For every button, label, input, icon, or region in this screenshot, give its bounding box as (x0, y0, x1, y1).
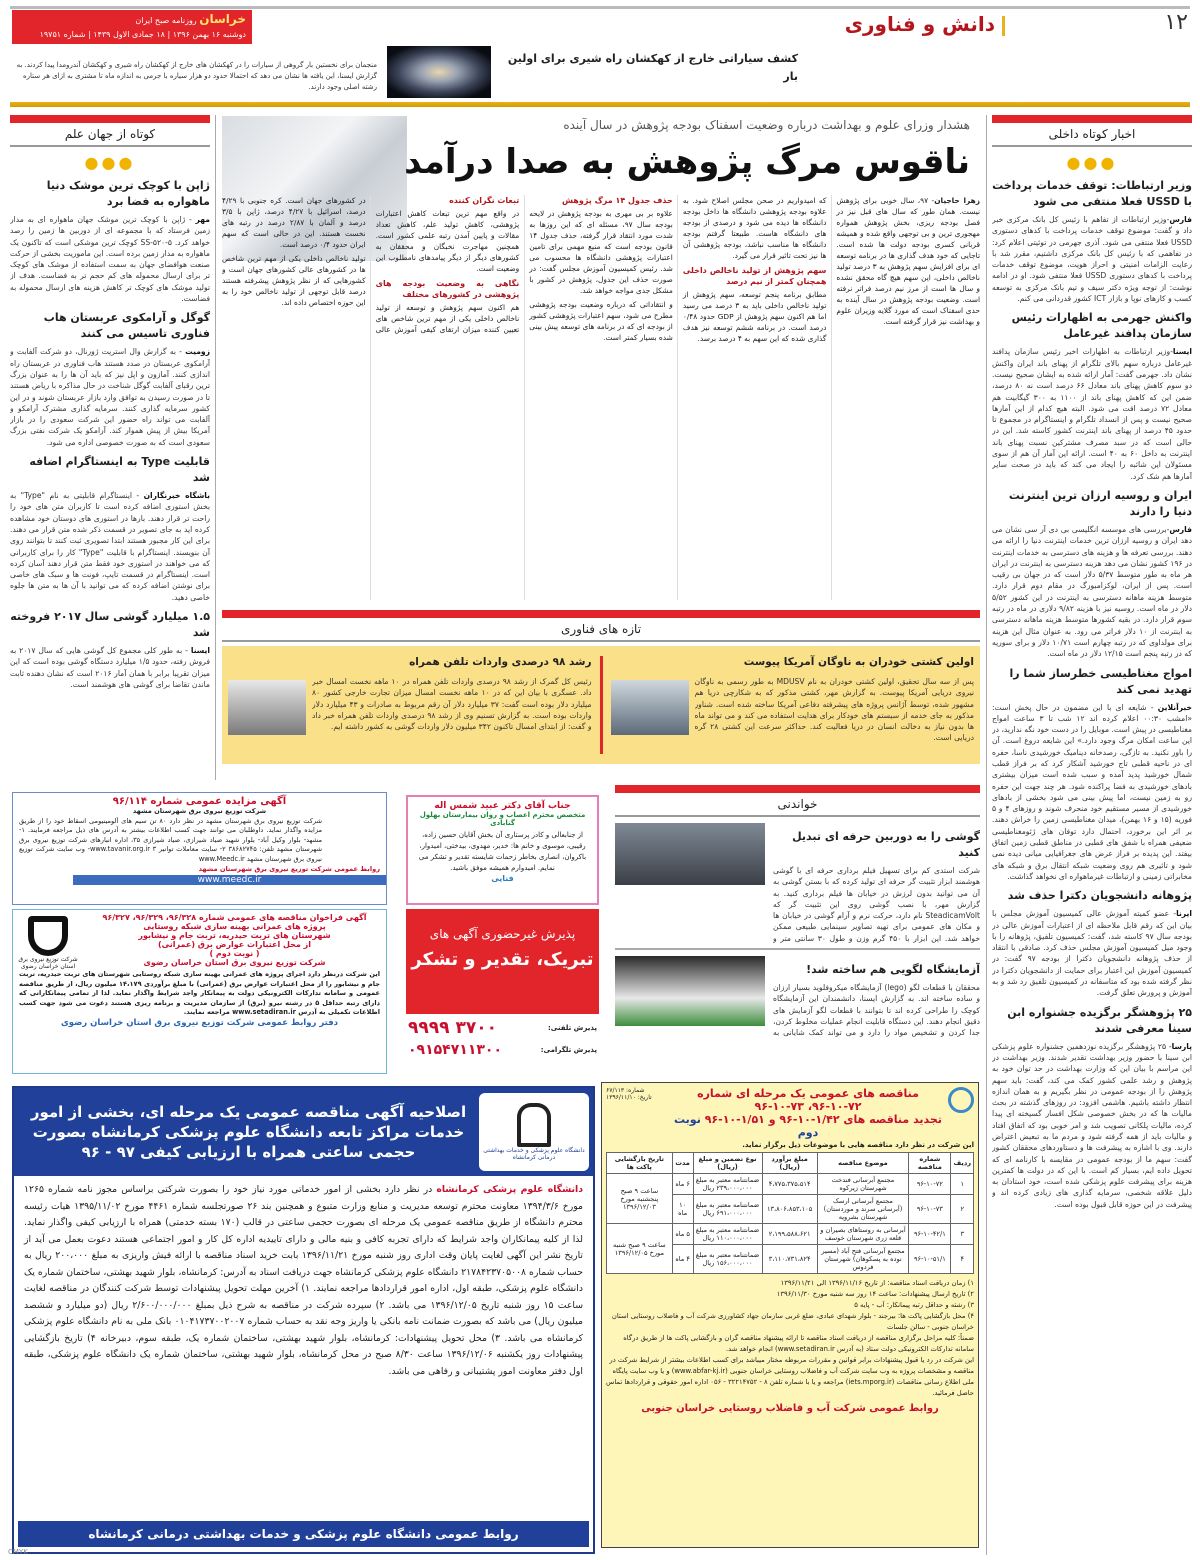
telegram-number[interactable]: ۰۹۱۵۴۷۱۱۳۰۰ (408, 1042, 502, 1058)
ad-body: شرکت توزیع نیروی برق شهرستان مشهد در نظر دارد ۸۰ تن سیم های آلومینیومی اسقاط خود را از طریق مزایده واگذار نماید. داوطلبان می توانند جهت کسب اطلاعات بیشتر به آدرس های ذیل مراجعه فرمایند. ۱- مشهد- بلوار وکیل آباد- بلوار شهید صیاد شیرازی، صیاد شیرازی ۳۵، اداره انبارهای شرکت توزیع نیروی برق شهرستان مشهد تلفن: ۳۸۶۸۲۷۴۵ ۲- سایت معاملات توانیر www.tavanir.org.ir ۳- وب سایت شرکت توزیع نیروی برق شهرستان مشهد www.Meedc.ir (19, 816, 323, 863)
news-headline: ایران و روسیه ارزان ترین اینترنت دنیا را دارند (1008, 488, 1192, 518)
reading-item[interactable] (615, 956, 980, 1038)
tender-number: شماره: ۶۷/۱۱۳ (606, 1087, 645, 1094)
table-cell: ۱ (951, 1174, 974, 1195)
article-subheading: نگاهی به وضعیت بودجه های پژوهشی در کشورهای مختلف (375, 279, 520, 299)
divider (600, 656, 603, 754)
teaser-headline[interactable]: کشف سیاراتی خارج از کهکشان راه شیری برای اولین بار (507, 52, 798, 83)
kermanshah-university-ad[interactable] (12, 1086, 595, 1554)
ad-company: شرکت توزیع نیروی برق شهرستان مشهد (132, 807, 267, 815)
tech-news-headline: رشد ۹۸ درصدی واردات تلفن همراه (409, 656, 592, 668)
section-redbar (615, 785, 980, 793)
table-row (607, 1174, 974, 1195)
tender-intro: این شرکت در نظر دارد مناقصه هایی با موضوعات ذیل برگزار نماید. (742, 1141, 974, 1149)
news-item[interactable] (992, 1005, 1192, 1210)
water-tender-ad[interactable] (601, 1082, 979, 1548)
tender-renewal: تجدید مناقصه های ۱/۴۲-۱۰-۹۶ و ۱/۵۱-۱۰-۹۶ (704, 1113, 942, 1126)
table-cell: ۶ ماه (672, 1174, 693, 1195)
news-headline: ۱.۵ میلیارد گوشی سال ۲۰۱۷ فروخته شد (10, 610, 210, 640)
teaser-text: منجمان برای نخستین بار گروهی از سیارات را در کهکشان های خارج از کهکشان راه شیری و کهکشان آندرومدا پیدا کردند. به گزارش ایسنا، این یافته ها نشان می دهد که احتمالا حدود دو هزار سیاره با جرمی به اندازه ماه تا مشتری به ازای هر ستاره رشته اصلی وجود دارند. (16, 61, 377, 91)
opening-date: ساعت ۹ صبح پنجشنبه مورخ ۱۳۹۶/۱۲/۰۳ (607, 1174, 673, 1224)
tender-table (606, 1152, 974, 1274)
reading-section (615, 785, 980, 1075)
ad-body-text: در نظر دارد بخشی از امور خدماتی مورد نیاز خود را بصورت شرکتی براساس مجوز نامه شماره ۱۲۶۵ مورخ ۱۳۹۴/۳/۶ معاونت محترم توسعه مدیریت و منابع وزارت متبوع و همچنین بند ۲۶ صورتجلسه شماره ۴۴۶۱ مورخ ۱۳۹۵/۱۱/۰۲ هیات رئیسه محترم دانشگاه از طریق مناقصه عمومی یک مرحله ای بصورت حجمی ساعتی در قالب (۱۷۰ بسته خدمتی) همراه با ارزیابی کیفی واگذار نماید. لذا از کلیه پیمانکاران واجد شرایط که دارای تجربه کافی و بنیه مالی و دارای تاییدیه اداره کل کار و امور اجتماعی هستند دعوت بعمل می آید از تاریخ نشر این آگهی لغایت پایان وقت اداری روز شنبه مورخ ۱۳۹۶/۱۱/۲۱ بابت خرید اسناد مناقصه با ارائه فیش واریزی به مبلغ ۲۰۰،۰۰۰ ریال به حساب شماره ۲۱۷۸۴۲۳۷۰۵۰۰۸ دانشگاه علوم پزشکی کرمانشاه جهت دریافت اسناد به آدرس: کرمانشاه، بلوار شهید بهشتی، ساختمان شماره یک دانشگاه علوم پزشکی، طبقه اول، اداره امور قراردادها مراجعه نمایند. ۱) آخرین مهلت تحویل پیشنهادات توسط شرکت کنندگان در مناقصه لغایت ساعت ۱۵ روز شنبه تاریخ ۱۳۹۶/۱۲/۰۵ می باشد. ۲) سپرده شرکت در مناقصه به شرح ذیل بمبلغ ۲/۶۰۰/۰۰۰/۰۰۰ ریال (دو میلیارد و ششصد میلیون ریال) می باشد که بصورت ضمانت نامه بانکی یا واریز وجه نقد به حساب شماره ۰۱۰۴۱۷۳۷۰۰۲۰۰۷ بانک ملی به نام دانشگاه علوم پزشکی کرمانشاه می باشد. ۳) محل تحویل پیشنهادات: کرمانشاه، بلوار شهید بهشتی، ساختمان شماره یک، طبقه سوم، دبیرخانه ۴) تاریخ بازگشایی پیشنهادات روز یکشنبه ۱۳۹۶/۱۲/۰۶ ساعت ۸/۳۰ صبح در محل کرمانشاه، بلوار شهید بهشتی، ساختمان شماره یک دانشگاه علوم پزشکی، طبقه اول دفتر معاونت امور پشتیبانی و رفاهی می باشد. (24, 1184, 584, 1377)
power-company-logo (13, 910, 83, 970)
phones-photo (228, 680, 306, 735)
section-title: خواندنی (615, 793, 980, 817)
article-text: - ۹۷، سال خوبی برای پژوهش نیست. همان طور که سال های قبل نیز در فصل بودجه ریزی، بخش پژوهش همواره مهجوری ترین و بی توجهی واقع شده و همیشه قربانی کسری بودجه دولت ها شده است. تاجایی که خود هدف گذاری ها در برنامه توسعه ای برای افزایش سهم پژوهش به ۳ درصد تولید ناخالص داخلی، این سهم هیچ گاه محقق نشده و سال ها است از مرز نیم درصد فراتر نرفته است. وضعیت بودجه پژوهش در سال آینده به حدی اسفناک است که مورد گلایه وزیران علوم و بهداشت نیز قرار گرفته است. (836, 196, 980, 326)
ad-body: این شرکت درنظر دارد اجرای پروژه های عمرانی بهینه سازی شبکه روستایی شهرستان های تربت حیدریه، تربت جام و نیشابور را از محل اعتبارات عوارض برق (عمرانی) با مبلغ برآوردی ۱۴،۱۷۹ میلیون ریال، از طریق مناقصه عمومی و سامانه تدارکات الکترونیکی دولت به پیمانکار واجد شرایط واگذار نماید. لذا از تمامی پیمانکارانی که دارای رتبه حداقل ۵ در رشته نیرو (برق) از سازمان مدیریت و برنامه ریزی هستند دعوت می شود جهت کسب اطلاعات تکمیلی به آدرس www.setadiran.ir مراجعه نمایند. (19, 970, 380, 1016)
ad-line: از محل اعتبارات عوارض برق (عمرانی) (158, 940, 311, 949)
news-headline: قابلیت Type به اینستاگرام اضافه شد (29, 455, 210, 485)
ad-signature: فنایی (491, 874, 514, 883)
ad-title: آگهی فراخوان مناقصه های عمومی شماره ۹۶/۳۲۸، ۹۶/۳۲۹، ۹۶/۳۲۷ (102, 913, 367, 922)
news-item[interactable] (10, 454, 210, 603)
tender-condition: ضمناً: کلیه مراحل برگزاری مناقصه از دریافت اسناد مناقصه تا ارائه پیشنهاد مناقصه گران و بازگشایی پاکت ها از طریق درگاه سامانه تدارکات الکترونیکی دولت ستاد (به آدرس www.setadiran.ir) انجام خواهد شد. (623, 1334, 974, 1353)
news-source: ایرنا (1176, 909, 1192, 919)
article-subheading: حذف جدول ۱۴ مرگ پژوهش (561, 196, 673, 205)
news-item[interactable] (992, 488, 1192, 660)
news-headline: گوگل و آرامکوی عربستان هاب فناوری تاسیس می کنند (43, 311, 210, 341)
opening-date: ساعت ۹ صبح شنبه مورخ ۱۳۹۶/۱۲/۰۵ (607, 1224, 673, 1274)
header-rule (10, 6, 1190, 9)
tender-condition: ۴) محل بازگشایی پاکت ها: بیرجند - بلوار شهدای عبادی، ضلع غربی سازمان جهاد کشاورزی شرکت آب و فاضلاب روستایی استان خراسان جنوبی - سالن جلسات (611, 1312, 974, 1331)
news-text: -وزیر ارتباطات به اظهارات اخیر رئیس سازمان پدافند غیرعامل درباره سهم بالای تلگرام از پهنای باند ایران واکنش نشان داد. جهرمی گفت: آمار ارائه شده به ایشان صحیح نیست. دو سوم کاهش پهنای باند معادل ۶۶ درصد است نه ۸۰ درصد، ضمن این که کاهش پهنای باند از ۱۱۰۰ به ۳۰۰ گیگابیت هم معادل ۷۲ درصد افت می شود. البته هیچ کدام از این آمارها صحیح نیست و پس از انسداد تلگرام و اینستاگرام در مجموع تا حدود ۴۵ درصد از پهنای باند اینترنت کشور کاسته شد. این در حالی است که در سبد مصرف مشترکین نسبت پهنای باند اینترنت به داخل ۶۰ به ۴۰ است. ارائه این آمار آن هم از سوی مسئولان این شائبه را ایجاد می کند که باید در صحت سایر آمارها هم شک کرد. (992, 347, 1192, 481)
ad-lead: دانشگاه علوم پزشکی کرمانشاه (436, 1184, 584, 1195)
phone-number[interactable]: ۳۷۰۰ ۹۹۹۹ (408, 1018, 497, 1038)
news-source: فارس (1169, 215, 1192, 224)
phone-label: پذیرش تلفنی: (547, 1024, 597, 1032)
logo-caption: دانشگاه علوم پزشکی و خدمات بهداشتی درمانی کرمانشاه (483, 1147, 585, 1161)
article-subheading: تبعات نگران کننده (449, 196, 520, 205)
column-divider (986, 115, 987, 1555)
news-body (10, 214, 210, 304)
section-redbar (222, 610, 980, 618)
news-body (992, 702, 1192, 883)
dots-icon: ●●● (84, 153, 136, 172)
tender-condition: ۲) تاریخ ارسال پیشنهادات: ساعت ۱۴ روز سه شنبه مورخ ۱۳۹۶/۱۱/۳۰ (776, 1290, 974, 1298)
article-paragraph (836, 195, 980, 327)
table-header: شماره مناقصه (909, 1153, 951, 1174)
telegram-label: پذیرش تلگرامی: (540, 1046, 597, 1054)
news-body (992, 524, 1192, 660)
table-cell: مجتمع آبرسانی فتح آباد (مسیر نوده به پسکوهان) شهرستان فردوس (817, 1245, 909, 1274)
table-cell: آبرسانی به روستاهای بصیران و قلعه زری شهرستان خوسف (817, 1224, 909, 1245)
tender-condition: این شرکت در رد یا قبول پیشنهادات برابر قوانین و مقررات مربوطه مختار میباشد برای کسب اطلاعات بیشتر از شرایط شرکت در مناقصه و مشخصات پروژه به وب سایت شرکت آب و فاضلاب روستایی خراسان جنوبی (www.abfar-kj.ir) و یا وب سایت پایگاه ملی اطلاع رسانی مناقصات (iets.mporg.ir) مراجعه و یا با شماره تلفن ۸ - ۳۲۲۱۴۷۵۲ - ۰۵۶ اداره امور حقوقی و قراردادها تماس حاصل فرمائید. (606, 1356, 974, 1397)
news-item[interactable] (10, 310, 210, 448)
ad-line: پذیرش غیرحضوری آگهی های (429, 927, 576, 941)
ad-line: ( نوبت دوم ) (209, 949, 260, 958)
news-source: پارسا (1171, 1041, 1192, 1051)
table-header: مدت (672, 1153, 693, 1174)
news-headline: وزیر ارتباطات: توقف خدمات پرداخت با USSD فعلا منتفی می شود (992, 179, 1192, 208)
reading-body: شرکت استدی کم برای تسهیل فیلم برداری حرفه ای با گوشی هوشمند ابزار تثبیت گر حرفه ای تولید کرده که با بستن گوشی به آن می توانید بدون لرزش در خیابان ها فیلم برداری کنید. به گزارش مهر، با نصب گوشی روی این تثبیت گر که SteadicamVolt نام دارد، حرکت نرم و آرام گوشی در خیابان ها و مکان های عمومی برای تهیه تصاویر سینمایی طبیعی ممکن خواهد شد. این ابزار با ۴۵۰ گرم وزن و طول ۳۰ سانتی متر و (773, 866, 980, 943)
article-kicker: هشدار وزرای علوم و بهداشت درباره وضعیت اسفناک بودجه پژوهش در سال آینده (563, 118, 970, 132)
ad-line: شرکت توزیع نیروی برق استان خراسان رضوی (143, 958, 326, 967)
tender-subtitle (672, 1113, 944, 1139)
ad-title: جناب آقای دکتر عبید شمس اله (434, 801, 571, 811)
world-science-column (10, 115, 210, 780)
table-cell: ۴،۷۷۵،۳۷۵،۵۱۴ (762, 1174, 817, 1195)
reading-headline: آزمایشگاه لگویی هم ساخته شد! (806, 963, 980, 976)
ad-title: آگهی مزایده عمومی شماره ۹۶/۱۱۴ (112, 796, 287, 807)
column-redbar (10, 115, 210, 123)
news-text: - ۲۵ پژوهشگر برگزیده نوزدهمین جشنواره علوم پزشکی ابن سینا با حضور وزیر بهداشت تقدیر شدند. وزیر بهداشت در این مراسم با بیان این که وزارت بهداشت در حد توان خود به پژوهش و رشد علمی کشور کمک می کند، گفت: باید سهم پژوهش را از بودجه عمومی در نظر بگیریم و به همان اندازه انتظار داشته باشیم. هاشمی افزود: در روزهای گذشته در بحث مالیات ها که در بخش خصوصی شکل افسار گسیخته ای پیدا کرده، مالیات پلکانی تصویب شد و امر خوبی بود که اتفاق افتاد و مالیات باید از همه گرفته شود و مردم ما به تبعیض اعتراض دارند. وی با اشاره به پیشرفت ها و دستاوردهای محققان کشور گفت: سهم ما از بودجه عمومی در مقایسه با کارنامه ای که تحویل داده ایم، بسیار کم است. با این که در دولت ها کمترین هزینه برای پیشرفت علوم پزشکی شده است، خود استادان به دلیل علاقه شخصی، سرمایه گذاری های زیادی کرده اند و پیشرفت در این حوزه قابل قبول بوده است. (992, 1041, 1192, 1209)
reading-item[interactable] (615, 823, 980, 944)
article-byline: زهرا حاجیان (934, 196, 980, 205)
news-item[interactable] (992, 666, 1192, 883)
news-body (10, 490, 210, 603)
news-source: ایسنا (190, 646, 210, 656)
news-source: مهر (195, 215, 210, 224)
table-cell: ۹۶-۱۰-۷۳ (909, 1195, 951, 1224)
table-cell: ۵ ماه (672, 1224, 693, 1245)
auction-ad[interactable] (12, 792, 387, 905)
table-cell: ۴ (951, 1245, 974, 1274)
table-cell: ۹۶-۱۰-۷۲ (909, 1174, 951, 1195)
news-item[interactable] (992, 888, 1192, 998)
newspaper-logo (12, 10, 252, 44)
table-cell: ۱۳،۸۰۶،۸۵۳،۱۰۵ (762, 1195, 817, 1224)
ad-line: تبریک، تقدیر و تشکر (411, 949, 594, 970)
table-header: موضوع مناقصه (817, 1153, 909, 1174)
table-cell: ۲،۱۹۹،۵۸۸،۶۲۱ (762, 1224, 817, 1245)
article-subheading: سهم پژوهش از تولید ناخالص داخلی همچنان کمتر از نیم درصد (682, 266, 827, 286)
ad-url[interactable]: www.meedc.ir (73, 875, 386, 885)
logo-caption: شرکت توزیع نیروی برق استان خراسان رضوی (18, 956, 78, 970)
ad-subtitle: متخصص محترم اعصاب و روان بیمارستان بهلول گنابادی (419, 811, 586, 827)
table-cell: ۳ (951, 1224, 974, 1245)
table-cell: ۱۰ ماه (672, 1195, 693, 1224)
tech-news-box (222, 610, 980, 770)
tender-date: تاریخ: ۱۳۹۶/۱۱/۱۰ (606, 1094, 652, 1101)
news-item[interactable] (992, 310, 1192, 482)
tech-news-body: پس از سه سال تحقیق، اولین کشتی خودران به نام MDUSV به طور رسمی به ناوگان نیروی دریایی آمریکا پیوست. به گزارش مهر، کشتی مذکور که به شکارچی دریا هم مشهور شده، توسط آژانس پروژه های پیشرفته دفاعی آمریکا ساخته شده است. شناور مذکور به جای خدمه از سیستم های خودکار برای هدایت استفاده می کند و می تواند ماه ها بدون نیاز به دخالت انسان در دریا فعالیت کند. حداکثر سرعت این کشتی ۲۸ گره دریایی است. (694, 677, 974, 743)
table-cell: ضمانتنامه معتبر به مبلغ ۶۹۱،۰۰۰،۰۰۰ ریال (693, 1195, 762, 1224)
news-item[interactable] (10, 178, 210, 304)
article-paragraph: علاوه بر بی مهری به بودجه پژوهش در لایحه بودجه سال ۹۷، مسئله ای که این روزها به شدت مورد انتقاد قرار گرفته، حذف جدول ۱۴ قانون بودجه است که منبع مهمی برای تامین اعتبارات پژوهشی دانشگاه ها محسوب می شد. رئیس کمیسیون آموزش مجلس گفت: در صورت حذف این جدول، پژوهش در کشور با مشکل جدی مواجه خواهد شد. (529, 209, 673, 295)
university-logo (479, 1093, 589, 1171)
column-title: کوتاه از جهان علم (10, 123, 210, 147)
news-headline: امواج مغناطیسی خطرساز شما را تهدید نمی کند (1009, 666, 1192, 696)
reading-body: محققان با قطعات لگو (lego) آزمایشگاه میکروفلوید بسیار ارزان و ساده ساخته اند. به گزارش ایسنا، دانشمندان این آزمایشگاه کوچک را طراحی کرده اند تا بتوانند با قطعات لگو آزمایش های دقیق انجام دهند. این دستگاه قابلیت انجام عملیات مخلوط کردن، جدا کردن و تشخیص مواد را دارد و می تواند کمک شایانی به (773, 983, 980, 1038)
news-body (992, 346, 1192, 482)
autonomous-ship-photo (611, 680, 689, 735)
tender-condition: ۳) رشته و حداقل رتبه پیمانکار: آب - پایه ۵ (854, 1301, 974, 1309)
ad-line: پروژه های عمرانی بهینه سازی شبکه روستایی (143, 922, 326, 931)
ad-title: اصلاحیه آگهی مناقصه عمومی یک مرحله ای، بخشی از امور خدمات مراکز تابعه دانشگاه علوم پزشکی کرمانشاه بصورت حجمی ساعتی همراه با ارزیابی کیفی ۹۷ - ۹۶ (30, 1103, 467, 1161)
table-cell: ۳،۱۱۰،۷۳۱،۸۲۴ (762, 1245, 817, 1274)
red-contact-ad[interactable] (406, 909, 599, 1074)
table-cell: ضمانتنامه معتبر به مبلغ ۱۱۰،۰۰۰،۰۰۰ ریال (693, 1224, 762, 1245)
table-header: تاریخ بازگشایی پاکت ها (607, 1153, 673, 1174)
news-text: - شایعه ای با این مضمون در حال پخش است: «امشب ۰۰:۳۰ اعلام کرده اند ۱۲ شب تا ۳ ساعت امواج مغناطیسی در پیش است. موبایل را در دست خود نگه ندارید، در این ساعت امکان مرگ وجود دارد.» این شایعه دروغ است. آن را باور نکنید. به تازگی، رصدخانه دینامیک خورشیدی ناسا، حفره ای در ناحیه قطبی تاج خورشید آشکار کرد که بر فراز قطب شمال خورشید پدید آمده و سبب شده است میزان بیشتری بادهای خورشیدی به فضا پراکنده شود. هر چند جهت این حفره رو به زمین نیست، اما پیش بینی می شود بخشی از بادهای خورشیدی از مسیر مستقیم خود منحرف شوند و روزهای ۴ و ۵ فوریه (۱۵ و ۱۶ بهمن)، میدان مغناطیسی زمین را خراش دهند. بر اثر این برخورد، احتمال دارد توفان های ژئومغناطیسی ضعیفی همراه با شفق های قطبی در مناطق قطبی زمین اتفاق بیفتد. این پدیده بر فراز عرض های جغرافیایی میانی دیده نمی شود و تاثیری هم روی وضعیت شبکه انتقال برق و شبکه های مخابراتی زمینی و ارتباطات غیرماهواره ای نخواهد گذاشت. (992, 702, 1192, 881)
article-paragraph: هم اکنون سهم پژوهش و توسعه از تولید ناخالص داخلی یکی از مهم ترین شاخص های تعیین کننده میزان ارتقای کیفی آموزش عالی در کشورهای جهان است. کره جنوبی با ۴/۲۹ درصد، اسرائیل با ۴/۲۷ درصد، ژاپن با ۳/۵ درصد و آلمان با ۲/۸۷ درصد در رتبه های نخست هستند. این در حالی است که سهم ایران حدود ۰/۴ درصد است. (222, 196, 520, 334)
logo-brand: خراسان (199, 12, 246, 26)
table-cell: ۴ ماه (672, 1245, 693, 1274)
article-paragraph: مطابق برنامه پنجم توسعه، سهم پژوهش از تولید ناخالص داخلی باید به ۳ درصد می رسید اما هم اکنون سهم پژوهش از GDP حدود ۰/۴۸ درصد است. در برنامه ششم توسعه نیز هدف گذاری شده که این سهم به ۴ درصد برسد. (682, 290, 827, 343)
section-divider (1002, 16, 1005, 36)
news-body (992, 908, 1192, 998)
column-divider (215, 115, 216, 780)
table-row (607, 1224, 974, 1245)
article-paragraph: در واقع مهم ترین تبعات کاهش اعتبارات پژوهشی، کاهش تولید علم، کاهش تعداد مقالات و پایین آمدن رتبه علمی کشور است. همچنین مهاجرت نخبگان و محققان به کشورهای دیگر از دیگر پیامدهای نامطلوب این وضعیت است. (375, 209, 520, 273)
article-body (222, 195, 980, 600)
news-body (10, 645, 210, 690)
ad-body: از جنابعالی و کادر پرستاری آن بخش آقایان حسین زاده، رقیبی، موسوی و خانم ها: خدیر، مهدوی، بیدختی، امیدوار، باکروان، انصاری بخاطر زحمات شایسته تقدیر و تشکر می نمایم. امیدوارم همیشه موفق باشید. (418, 831, 587, 872)
column-redbar (992, 115, 1192, 123)
news-text: - به طور کلی مجموع کل گوشی هایی که سال ۲۰۱۷ به فروش رفته، حدود ۱/۵ میلیارد دستگاه گوشی بوده است که این میزان تقریبا برابر با همان آمار ۲۰۱۶ است که نشان دهنده ثابت ماندن تقاضا برای گوشی های هوشمند است. (10, 646, 210, 689)
tech-news-headline: اولین کشتی خودران به ناوگان آمریکا پیوست (743, 656, 974, 668)
news-text: - عضو کمیته آموزش عالی کمیسیون آموزش مجلس با بیان این که رقم قابل ملاحظه ای از اعتبارات آموزش عالی در بودجه سال ۹۷ کاسته شد، گفت: کمیسیون تلفیق، پژوهانه را با وجود میل کمیسیون آموزش مجلس حذف کرد. صادقی با انتقاد از حذف پژوهانه دانشجویان دکترا از بودجه ۹۷ گفت: در کمیسیون آموزش این اعتبار برای حمایت از دانشجویان دکترا در نظر گرفته شده بود که متاسفانه در کمیسیون تلفیق رد شد و به آموزش و پرورش تعلق گرفت. (992, 909, 1192, 998)
thanks-ad[interactable] (406, 795, 599, 905)
news-source: ایسنا (1172, 347, 1192, 357)
news-item[interactable] (10, 609, 210, 690)
logo-tagline: روزنامه صبح ایران (135, 16, 197, 25)
stabilizer-photo (615, 823, 765, 885)
reading-headline: گوشی را به دوربین حرفه ای تبدیل کنید (792, 830, 980, 859)
news-text: - ژاپن با کوچک ترین موشک جهان ماهواره ای به مدار زمین فرستاد که با مجموعه ای از دوربین ها زمین را رصد خواهد کرد. SS-۵۲۰-۵ کوچک ترین موشکی است که تاکنون یک ماهواره به مدار زمین برده است. این ماموریت بخشی از حرکت صنعت هوافضای جهان به سمت استفاده از موشک های کوچک تر برای ارسال محموله های کم حجم تر به فضاست. هدف از تولید موشک های کوچک تر کاهش هزینه های ارسال محموله به فضاست. (10, 215, 210, 304)
table-cell: ضمانتنامه معتبر به مبلغ ۲۳۹،۰۰۰،۰۰۰ ریال (693, 1174, 762, 1195)
article-headline[interactable]: ناقوس مرگ پژوهش به صدا درآمد (404, 142, 970, 182)
table-header: ردیف (951, 1153, 974, 1174)
tech-news-item[interactable] (611, 652, 975, 758)
ad-body (14, 1176, 593, 1521)
ad-line: شهرستان های تربت حیدریه، تربت جام و نیشابور (138, 931, 331, 940)
dateline: دوشنبه ۱۶ بهمن ۱۳۹۶ | ۱۸ جمادی الاول ۱۴۳۹ | شماره ۱۹۷۵۱ (39, 30, 246, 39)
print-mark: CMYK (8, 1548, 28, 1556)
domestic-news-column (992, 115, 1192, 1555)
news-headline: پژوهانه دانشجویان دکترا حذف شد (1007, 889, 1192, 903)
galaxy-image (387, 46, 491, 98)
table-cell: مجتمع آبرسانی ارسک (آبرسانی سرند و موردستان) شهرستان بشرویه (817, 1195, 909, 1224)
tender-logo-icon (948, 1087, 974, 1113)
news-text: - به گزارش وال استریت ژورنال، دو شرکت آلفابت و آرامکوی عربستان در صدد هستند هاب فناوری در عربستان راه اندازی کنند. آمازون و اپل نیز که باید آن ها را به عنوان بزرگ ترین رقبای آلفابت گوگل شناخت در حال مذاکره با ریاض هستند تا در صورت رسیدن به توافق وارد بازار عربستان شوند و در این کشور سرمایه گذاری کنند. سرمایه گذاری مشترک آرامکو و آلفابت می تواند راه حضور این شرکت سعودی را در بازار آمریکا بیش از پیش هموار کند. آرامکو یک شرکت نفتی بزرگ سعودی است که به صورت خصوصی اداره می شود. (10, 347, 210, 447)
tech-news-item[interactable] (228, 652, 592, 758)
ad-footer: دفتر روابط عمومی شرکت توزیع نیروی برق استان خراسان رضوی (60, 1018, 339, 1028)
ad-footer: روابط عمومی دانشگاه علوم پزشکی و خدمات بهداشتی درمانی کرمانشاه (18, 1521, 589, 1547)
section-title: تازه های فناوری (222, 618, 980, 642)
news-source: فارس (1169, 524, 1192, 534)
news-body (10, 346, 210, 448)
tender-title: مناقصه های عمومی یک مرحله ای شماره ۷۲-۱۰-۹۶، ۷۳-۱۰-۹۶ (697, 1087, 919, 1113)
table-header: نوع تضمین و مبلغ (ریال) (693, 1153, 762, 1174)
table-cell: ضمانتنامه معتبر به مبلغ ۱۵۶،۰۰۰،۰۰۰ ریال (693, 1245, 762, 1274)
table-cell: ۹۶-۱۰-۴۲/۱ (909, 1224, 951, 1245)
dots-icon: ●●● (1066, 153, 1118, 172)
article-paragraph: و انتقاداتی که درباره وضعیت بودجه پژوهشی مطرح می شود، سهم اعتبارات پژوهشی کشور از بودجه ای که در برنامه های توسعه پیش بینی شده بسیار کمتر است. (529, 300, 673, 342)
column-title: اخبار کوتاه داخلی (992, 123, 1192, 147)
lego-lab-photo (615, 956, 765, 1026)
article-paragraph: که امیدواریم در صحن مجلس اصلاح شود. به علاوه بودجه پژوهشی دانشگاه ها داخل بودجه دانشگاه ها دیده می شود و درصدی از بودجه های دانشگاه هاست. طبیعتا گرفتم بودجه دانشگاه ها مناسب نباشد، بودجه پژوهشی آن ها نیز تحت تاثیر قرار می گیرد. (682, 196, 827, 260)
news-source: باشگاه خبرنگاران (143, 491, 210, 501)
news-text: -بررسی های موسسه انگلیسی بی دی آر سی نشان می دهد ایران و روسیه ارزان ترین خدمات اینترنت دنیا را ارائه می دهند. بررسی تعرفه ها و هزینه های دسترسی به خدمات اینترنت در ۱۹۶ کشور نشان می دهد هزینه دسترسی به اینترنت در ایران هر ماه به طور متوسط ۵/۳۷ دلار است که در جهان بی رقیب است. پس از ایران، لوکزامبورگ در مقام دوم قرار دارد. متوسط هزینه ماهانه دسترسی به اینترنت در این کشور ۵/۵۲ دلار در ماه است. روسیه نیز با هزینه ۹/۸۲ دلاری در ماه در رتبه سوم قرار دارد. در بقیه کشورها متوسط هزینه ماهانه دسترسی به اینترنت از ۱۰ دلار فراتر می رود. به عنوان مثال این هزینه برای مولداوی که در رتبه چهارم است ۱۰/۷۱ دلار و برای سوریه که در رتبه پنجم است ۱۲/۱۵ دلار در ماه است. (992, 524, 1192, 659)
section-title: دانش و فناوری (844, 12, 995, 36)
tender-round: نوبت دوم (674, 1113, 819, 1139)
tender-condition: ۱) زمان دریافت اسناد مناقصه: از تاریخ ۱۳۹۶/۱۱/۱۶ الی ۱۳۹۶/۱۱/۲۱ (780, 1279, 974, 1287)
tech-news-body: رئیس کل گمرک از رشد ۹۸ درصدی واردات تلفن همراه در ۱۰ ماهه نخست امسال خبر داد. عسگری با بیان این که در ۱۰ ماهه نخست امسال میزان تجارت خارجی کشور ۸۰ میلیارد دلار بوده است گفت: ۳۷ میلیارد دلار آن رقم مربوط به صادرات و ۴۳ میلیارد دلار واردات بوده است. به گزارش تسنیم وی از رشد ۹۸ درصدی واردات تلفن همراه خبر داد و گفت: از ابتدای امسال تاکنون ۳۴۲ میلیون دلار واردات گوشی به کشور داشته ایم. (312, 677, 592, 732)
news-headline: ژاپن با کوچک ترین موشک دنیا ماهواره به فضا برد (46, 179, 210, 208)
table-cell: ۲ (951, 1195, 974, 1224)
news-headline: ۲۵ پژوهشگر برگزیده جشنواره ابن سینا معرفی شدند (1007, 1005, 1192, 1035)
table-header: مبلغ برآورد (ریال) (762, 1153, 817, 1174)
news-item[interactable] (992, 178, 1192, 304)
news-body (992, 214, 1192, 304)
table-cell: ۹۶-۱۰-۵۱/۱ (909, 1245, 951, 1274)
news-body (992, 1041, 1192, 1210)
news-source: خبرآنلاین (1157, 702, 1192, 712)
news-text: -وزیر ارتباطات از تفاهم با رئیس کل بانک مرکزی خبر داد و گفت: موضوع توقف خدمات پرداخت با کدهای دستوری USSD فعلا منتفی می شود. آذری جهرمی در توئیتی اعلام کرد: در تفاهمی که با رئیس کل بانک مرکزی داشتیم، مقرر شد با رعایت الزامات امنیتی و احراز هویت، موضوع توقف خدمات پرداخت با کدهای دستوری USSD فعلا منتفی شود. او در ادامه نوشت: از توجه ویژه دکتر سیف و تیم بانک مرکزی به توسعه کسب و کارهای نوپا و بازار ICT کشور قدردانی می کنم. (992, 215, 1192, 304)
ad-footer: روابط عمومی شرکت توزیع نیروی برق شهرستان مشهد (198, 864, 380, 873)
table-cell: مجتمع آبرسانی فندخت شهرستان زیرکوه (817, 1174, 909, 1195)
tender-footer: روابط عمومی شرکت آب و فاضلاب روستایی خراسان جنوبی (641, 1403, 939, 1414)
news-text: - اینستاگرام قابلیتی به نام "Type" به بخش استوری اضافه کرده است تا کاربران متن های خود را راحت تر قرار دهند. بارها در استوری های دوستان خود مشاهده کرده اید به جای تصویر در قسمت ذکر شده متن قرار می دهند. برای این کار مجبور هستند ابتدا تصویری ثبت کنند تا بتوانند روی آن بنویسند. اینستاگرام با قابلیت "Type" کار را برای کاربرانی که می خواهند در استوری خود فقط متن قرار دهند آسان کرده است. اینستاگرام در قسمت تایپ، فونت ها و سبک های خاصی برای نوشتن اضافه کرده که می توانید با آن ها به متن ها جلوه خاصی دهید. (10, 491, 210, 602)
news-source: زومیت (185, 347, 210, 357)
article-paragraph: تولید ناخالص داخلی یکی از مهم ترین شاخص ها در کشورهای عالی کشورهای جهان است و کشورهایی که از نظر پژوهش پیشرفته هستند درصد قابل توجهی از تولید ناخالص خود را به این حوزه اختصاص داده اند. (222, 254, 366, 307)
tender-call-ad[interactable] (12, 909, 387, 1074)
page-number: ۱۲ (1164, 10, 1188, 35)
header-yellow-rule (10, 102, 1190, 107)
news-headline: واکنش جهرمی به اظهارات رئیس سازمان پدافند غیرعامل (1011, 311, 1192, 341)
